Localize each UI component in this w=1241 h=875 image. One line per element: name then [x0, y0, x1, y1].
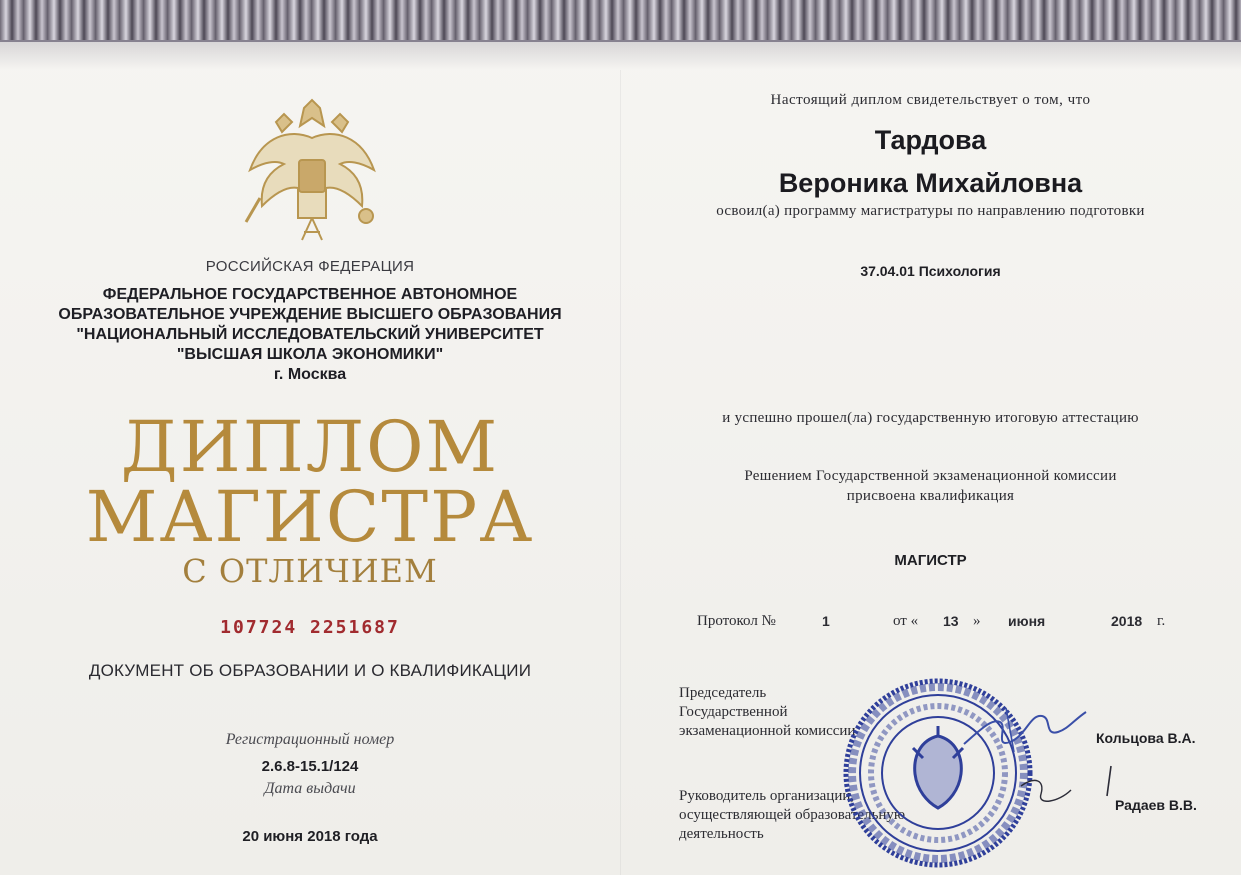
head-line-1: Руководитель организации, [679, 788, 855, 804]
decision-line-2: присвоена квалификация [846, 488, 1015, 504]
chair-line-3: экзаменационной комиссии [679, 723, 856, 739]
protocol-line [697, 613, 1177, 635]
chair-line-1: Председатель [679, 685, 767, 701]
protocol-number: 1 [822, 613, 830, 629]
attestation-text: и успешно прошел(ла) государственную итоговую аттестацию [722, 410, 1139, 426]
mastered-text: освоил(а) программу магистратуры по направлению подготовки [716, 203, 1145, 219]
institution-name [30, 285, 590, 385]
issue-date-label: Дата выдачи [264, 780, 356, 797]
protocol-year: 2018 [1111, 613, 1143, 629]
protocol-year-suffix: г. [1157, 613, 1166, 629]
serial-number: 107724 2251687 [220, 617, 400, 638]
institution-line-4: "ВЫСШАЯ ШКОЛА ЭКОНОМИКИ" [176, 346, 444, 363]
graduate-surname: Тардова [874, 125, 987, 155]
graduate-given-names: Вероника Михайловна [778, 168, 1083, 198]
protocol-month: июня [1008, 613, 1046, 629]
protocol-from: от « [893, 613, 919, 629]
registration-number: 2.6.8-15.1/124 [261, 758, 359, 775]
institution-line-1: ФЕДЕРАЛЬНОЕ ГОСУДАРСТВЕННОЕ АВТОНОМНОЕ [102, 286, 518, 303]
chair-signature [960, 700, 1090, 760]
protocol-close-quote: » [973, 613, 981, 629]
head-name: Радаев В.В. [1115, 797, 1197, 813]
commission-decision [620, 466, 1241, 506]
left-page [0, 0, 620, 875]
program-name: 37.04.01 Психология [860, 263, 1001, 279]
protocol-label: Протокол № [697, 613, 776, 629]
institution-line-2: ОБРАЗОВАТЕЛЬНОЕ УЧРЕЖДЕНИЕ ВЫСШЕГО ОБРАЗОВАНИЯ [58, 306, 562, 323]
diploma-title-line-1: ДИПЛОМ [120, 406, 500, 488]
head-line-2: осуществляющей образовательную [679, 807, 906, 823]
institution-line-3: "НАЦИОНАЛЬНЫЙ ИССЛЕДОВАТЕЛЬСКИЙ УНИВЕРСИТЕТ [76, 326, 544, 343]
coat-of-arms-icon [242, 98, 382, 248]
diploma-title-line-2: МАГИСТРА [85, 476, 535, 558]
head-signature [1015, 762, 1125, 812]
registration-label: Регистрационный номер [225, 731, 395, 748]
institution-city: г. Москва [273, 366, 347, 383]
qualification: МАГИСТР [894, 552, 967, 569]
federation-label: РОССИЙСКАЯ ФЕДЕРАЦИЯ [205, 258, 415, 275]
decision-line-1: Решением Государственной экзаменационной комиссии [744, 468, 1117, 484]
document-type: ДОКУМЕНТ ОБ ОБРАЗОВАНИИ И О КВАЛИФИКАЦИИ [88, 661, 532, 680]
head-line-3: деятельность [679, 826, 764, 842]
issue-date: 20 июня 2018 года [242, 828, 378, 845]
distinction-label: С ОТЛИЧИЕМ [182, 552, 438, 590]
chair-name: Кольцова В.А. [1096, 730, 1196, 746]
protocol-day: 13 [943, 613, 959, 629]
chair-line-2: Государственной [679, 704, 788, 720]
intro-text: Настоящий диплом свидетельствует о том, что [770, 92, 1091, 108]
